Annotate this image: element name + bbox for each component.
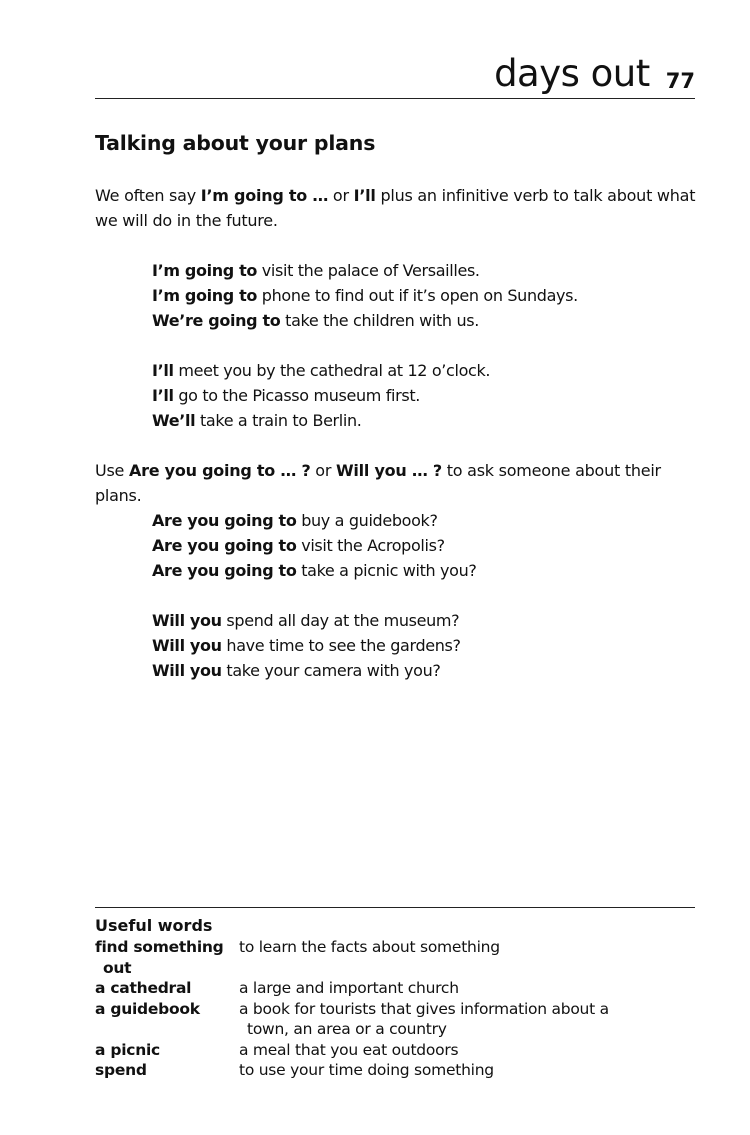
example-rest: take a train to Berlin.: [195, 411, 362, 430]
page-heading: Talking about your plans: [95, 131, 376, 155]
example-subject: We’ll: [152, 411, 196, 430]
example-subject: We’re going to: [152, 311, 281, 330]
example-item: [152, 408, 490, 433]
example-subject: I’m going to: [152, 286, 258, 305]
intro-paragraph: [95, 183, 700, 233]
glossary-row: [95, 937, 695, 978]
glossary-term: a picnic: [95, 1040, 160, 1059]
intro-text-1: We often say: [95, 186, 201, 205]
glossary-definition: a meal that you eat outdoors: [239, 1040, 459, 1059]
section-title: days out: [494, 52, 650, 95]
example-rest: meet you by the cathedral at 12 o’clock.: [173, 361, 491, 380]
will-examples: [152, 358, 490, 433]
glossary-term: find something out: [95, 938, 224, 977]
example-item: [152, 658, 461, 683]
example-subject: Are you going to: [152, 536, 297, 555]
useful-words-glossary: [95, 937, 695, 1081]
example-subject: I’ll: [152, 386, 174, 405]
questions-text-3: to ask someone about their plans.: [95, 461, 661, 505]
example-item: [152, 608, 461, 633]
example-rest: have time to see the gardens?: [221, 636, 461, 655]
example-rest: take a picnic with you?: [296, 561, 477, 580]
example-subject: Are you going to: [152, 561, 297, 580]
example-subject: I’m going to: [152, 261, 258, 280]
example-item: [152, 283, 578, 308]
example-rest: phone to find out if it’s open on Sundays.: [257, 286, 578, 305]
questions-text-2: or: [310, 461, 337, 480]
example-item: [152, 258, 578, 283]
example-subject: Are you going to: [152, 511, 297, 530]
glossary-row: [95, 978, 695, 999]
example-item: [152, 508, 477, 533]
questions-text-1: Use: [95, 461, 129, 480]
example-subject: Will you: [152, 661, 222, 680]
glossary-definition: to use your time doing something: [239, 1061, 494, 1079]
useful-words-divider: [95, 907, 695, 908]
page-header: [95, 48, 695, 99]
intro-text-2: or: [328, 186, 354, 205]
intro-text-3: plus an infinitive verb to talk about what we will do in the future.: [95, 186, 696, 230]
intro-bold-going-to: I’m going to …: [200, 186, 329, 205]
intro-bold-will: I’ll: [353, 186, 376, 205]
glossary-row: [95, 1060, 695, 1081]
example-rest: take the children with us.: [280, 311, 479, 330]
will-you-examples: [152, 608, 461, 683]
questions-bold-are-you: Are you going to … ?: [128, 461, 311, 480]
glossary-definition: to learn the facts about something: [239, 938, 500, 956]
example-item: [152, 533, 477, 558]
example-rest: spend all day at the museum?: [221, 611, 460, 630]
glossary-definition: a book for tourists that gives information about a town, an area or a country: [239, 999, 609, 1038]
are-you-examples: [152, 508, 477, 583]
example-rest: buy a guidebook?: [296, 511, 438, 530]
example-subject: Will you: [152, 611, 222, 630]
useful-words-title: Useful words: [95, 916, 213, 935]
questions-bold-will-you: Will you … ?: [336, 461, 442, 480]
glossary-term: a guidebook: [95, 999, 200, 1018]
example-rest: take your camera with you?: [221, 661, 441, 680]
glossary-row: [95, 999, 695, 1040]
example-subject: Will you: [152, 636, 222, 655]
page-number: 77: [665, 69, 695, 93]
glossary-row: [95, 1040, 695, 1061]
questions-paragraph: [95, 458, 700, 508]
example-rest: go to the Picasso museum first.: [173, 386, 420, 405]
example-subject: I’ll: [152, 361, 174, 380]
example-item: [152, 633, 461, 658]
example-item: [152, 558, 477, 583]
glossary-term: spend: [95, 1061, 147, 1079]
example-item: [152, 308, 578, 333]
glossary-definition: a large and important church: [239, 979, 459, 997]
going-to-examples: [152, 258, 578, 333]
glossary-term: a cathedral: [95, 979, 192, 997]
example-rest: visit the palace of Versailles.: [257, 261, 480, 280]
example-item: [152, 383, 490, 408]
example-item: [152, 358, 490, 383]
example-rest: visit the Acropolis?: [296, 536, 445, 555]
